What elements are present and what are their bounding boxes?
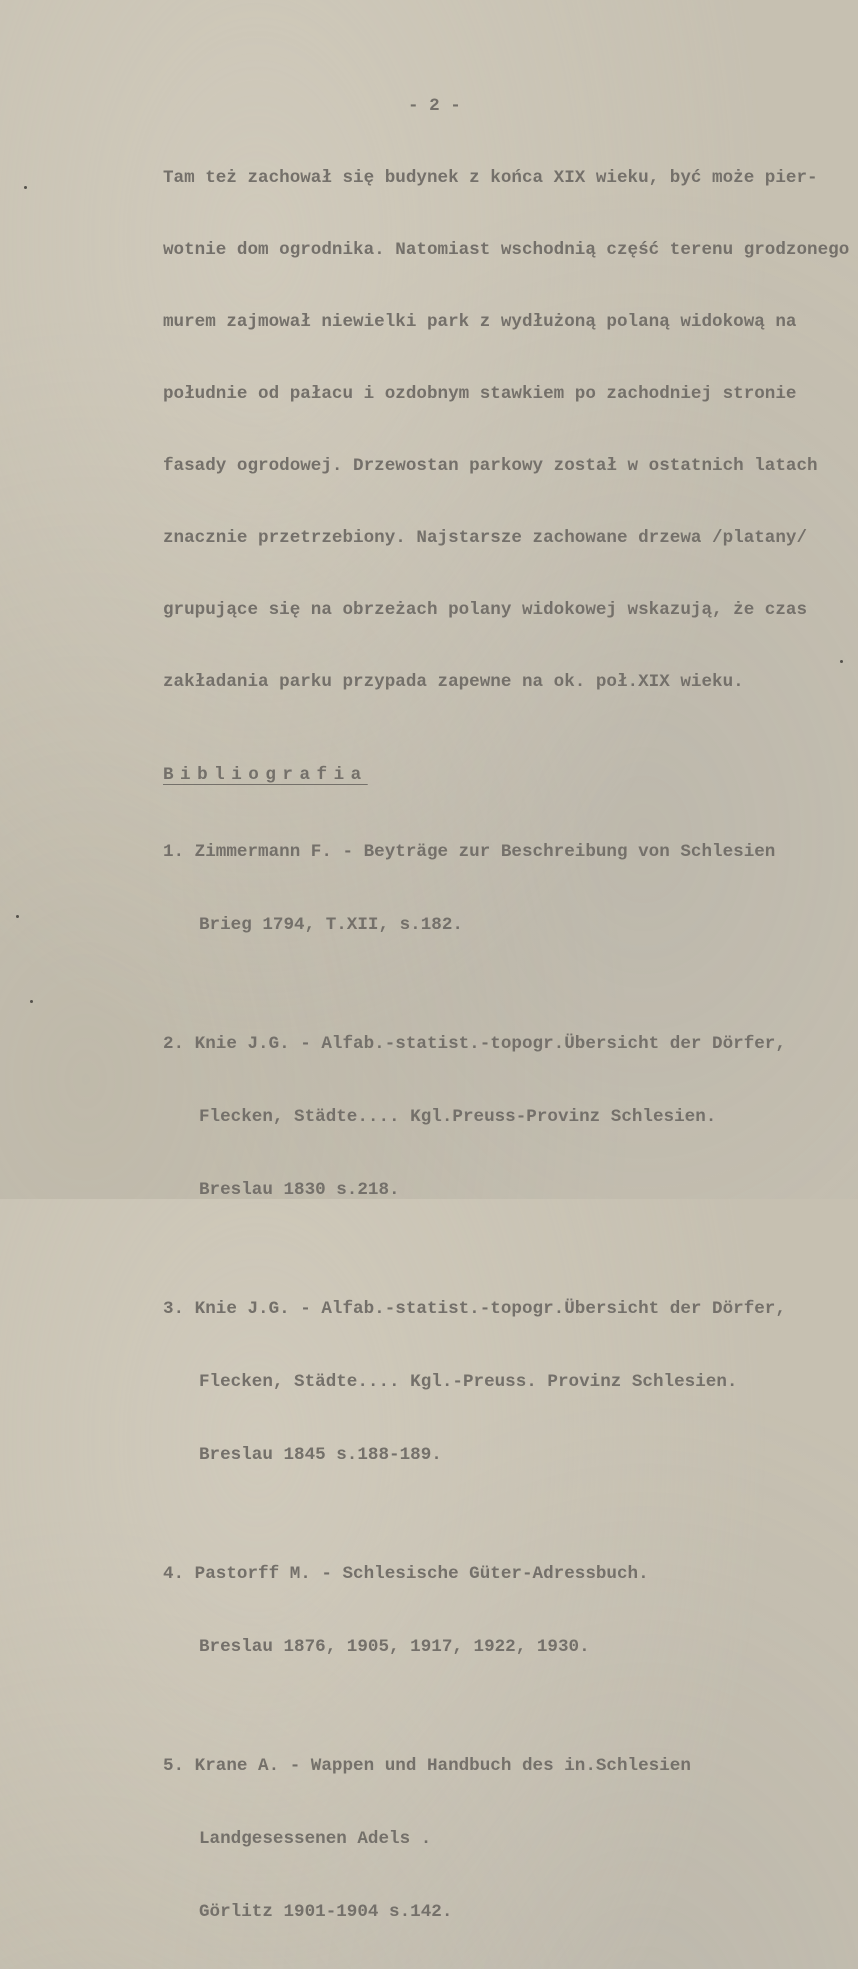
- bib-line: 4. Pastorff M. - Schlesische Güter-Adressbuch.: [163, 1564, 649, 1584]
- bib-line: 1. Zimmermann F. - Beyträge zur Beschreibung von Schlesien: [163, 842, 776, 862]
- bibliography-item: [163, 1710, 853, 1969]
- bib-line: Breslau 1876, 1905, 1917, 1922, 1930.: [199, 1637, 590, 1657]
- paragraph-line: Tam też zachował się budynek z końca XIX wieku, być może pier-: [163, 168, 818, 188]
- body-paragraph: [163, 122, 853, 738]
- bib-line: Breslau 1845 s.188-189.: [199, 1445, 442, 1465]
- bibliography-item: [163, 988, 853, 1247]
- paragraph-line: znacznie przetrzebiony. Najstarsze zachowane drzewa /platany/: [163, 528, 808, 548]
- bib-line: Breslau 1830 s.218.: [199, 1180, 400, 1200]
- bib-line: Brieg 1794, T.XII, s.182.: [199, 915, 463, 935]
- bib-line: Görlitz 1901-1904 s.142.: [199, 1902, 453, 1922]
- paragraph-line: murem zajmował niewielki park z wydłużoną polaną widokową na: [163, 312, 797, 332]
- paper-speck: [840, 660, 843, 663]
- page-number: - 2 -: [408, 96, 461, 116]
- paper-speck: [16, 915, 19, 918]
- paragraph-line: grupujące się na obrzeżach polany widokowej wskazują, że czas: [163, 600, 808, 620]
- bibliography-item: [163, 796, 853, 982]
- paragraph-line: wotnie dom ogrodnika. Natomiast wschodnią część terenu grodzonego: [163, 240, 850, 260]
- bib-line: 2. Knie J.G. - Alfab.-statist.-topogr.Übersicht der Dörfer,: [163, 1034, 786, 1054]
- bib-line: Landgesessenen Adels .: [199, 1829, 432, 1849]
- bib-line: Flecken, Städte.... Kgl.Preuss-Provinz Schlesien.: [199, 1107, 717, 1127]
- paper-speck: [24, 186, 27, 189]
- bib-line: 3. Knie J.G. - Alfab.-statist.-topogr.Übersicht der Dörfer,: [163, 1299, 786, 1319]
- paragraph-line: południe od pałacu i ozdobnym stawkiem po zachodniej stronie: [163, 384, 797, 404]
- bibliography-item: [163, 1518, 853, 1704]
- bib-line: Flecken, Städte.... Kgl.-Preuss. Provinz Schlesien.: [199, 1372, 738, 1392]
- paper-speck: [30, 1000, 33, 1003]
- paragraph-line: zakładania parku przypada zapewne na ok. poł.XIX wieku.: [163, 672, 744, 692]
- paragraph-line: fasady ogrodowej. Drzewostan parkowy został w ostatnich latach: [163, 456, 818, 476]
- bib-line: 5. Krane A. - Wappen und Handbuch des in.Schlesien: [163, 1756, 691, 1776]
- bibliography-item: [163, 1253, 853, 1512]
- document-page: [163, 90, 853, 1969]
- bibliography-heading: Bibliografia: [163, 765, 368, 785]
